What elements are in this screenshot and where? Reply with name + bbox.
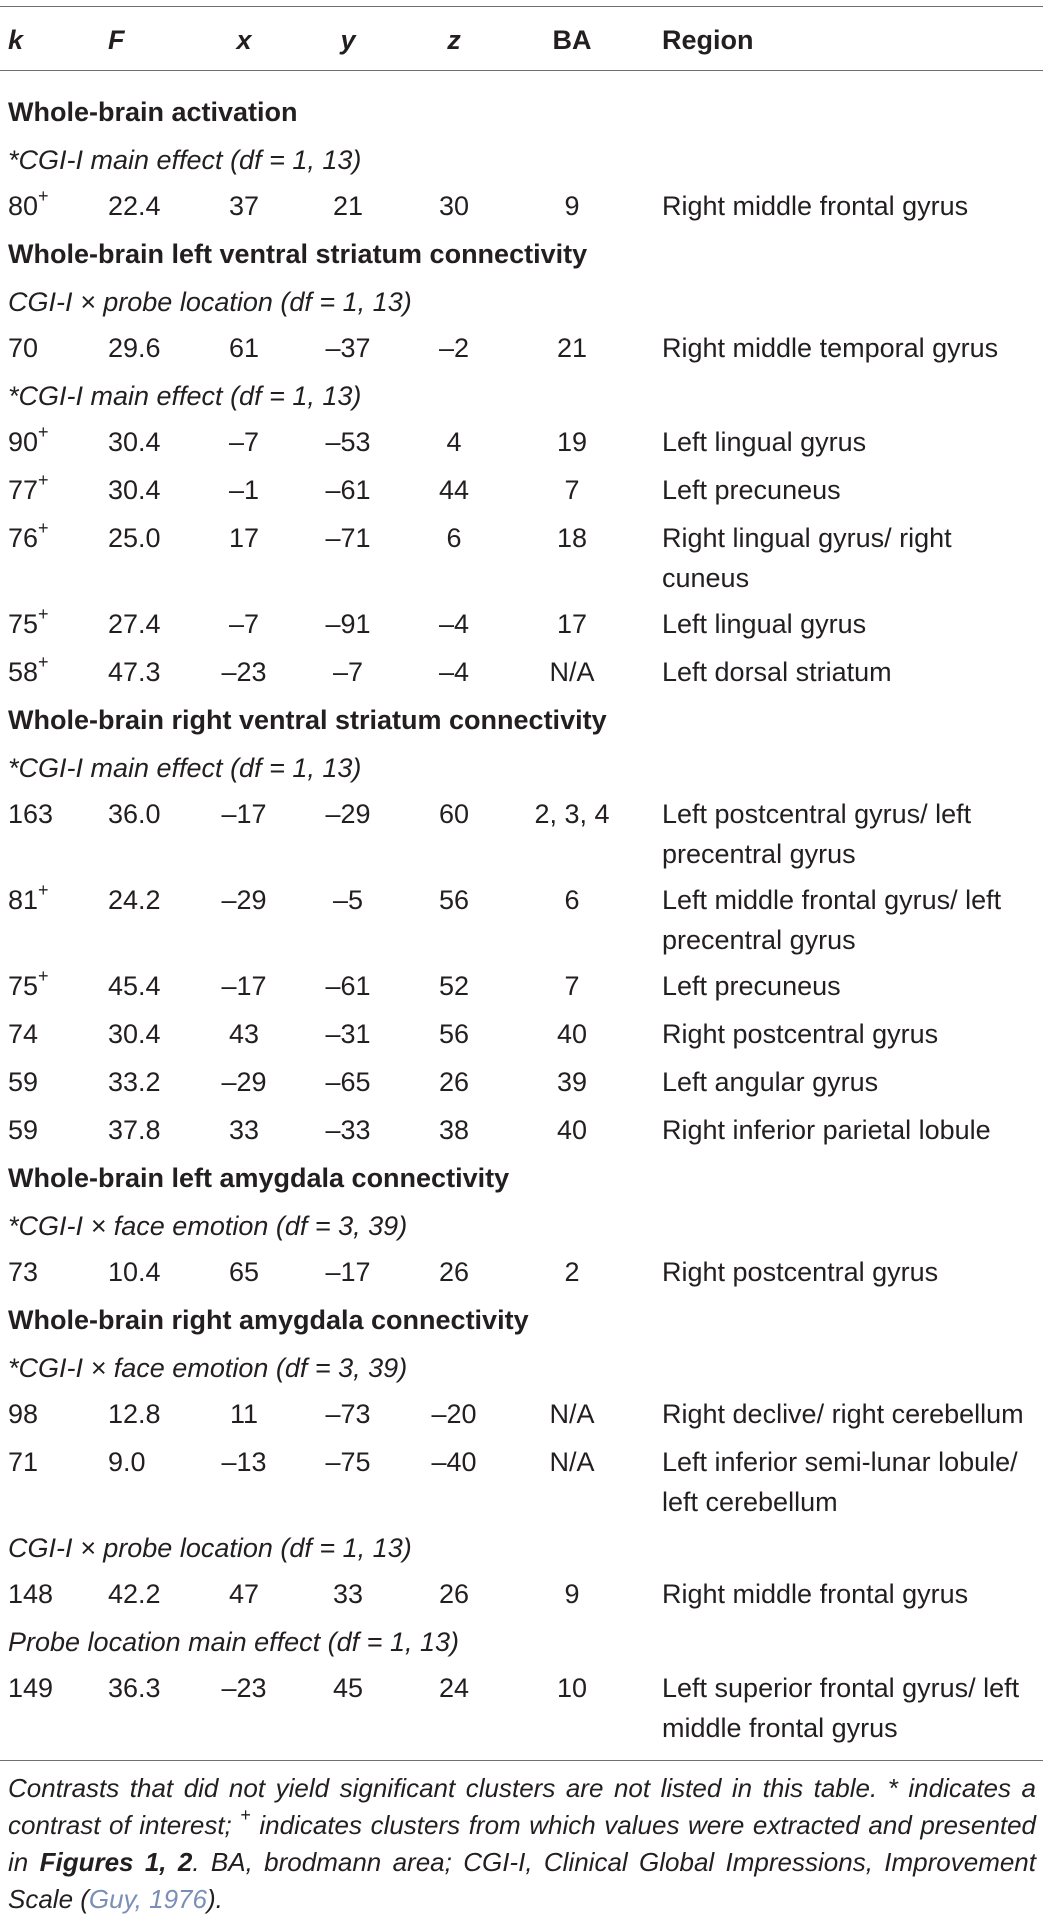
cell-z [408, 1110, 500, 1150]
cell-k-text: 148 [8, 1579, 54, 1609]
cell-ba-text: 40 [556, 1115, 588, 1145]
cell-k [8, 652, 49, 692]
header-f: F [108, 25, 125, 55]
cell-f-text: 30.4 [108, 427, 161, 457]
cell-y [302, 652, 394, 692]
cell-x-text: 65 [228, 1257, 260, 1287]
cell-k [8, 518, 49, 558]
cell-k-text: 81 [8, 885, 39, 915]
cell-z-text: 24 [438, 1673, 470, 1703]
cell-x-text: –23 [221, 657, 267, 687]
cell-z [408, 328, 500, 368]
cell-f-text: 24.2 [108, 885, 161, 915]
cell-f-text: 9.0 [108, 1447, 146, 1477]
cell-x-text: –29 [221, 1067, 267, 1097]
top-rule [0, 6, 1043, 7]
section-heading: Whole-brain left ventral striatum connectivity [8, 239, 588, 269]
cell-x [198, 966, 290, 1006]
cell-z-text: –40 [431, 1447, 477, 1477]
cell-k-text: 75 [8, 609, 39, 639]
cell-z [408, 186, 500, 226]
cell-x-text: 17 [228, 523, 260, 553]
extracted-cluster-marker: + [38, 422, 49, 442]
cell-region-text: Left superior frontal gyrus/ left middle frontal gyrus [662, 1673, 1020, 1743]
cell-region [662, 422, 1037, 462]
cell-f [108, 470, 161, 510]
citation-link[interactable]: Guy, 1976 [88, 1884, 207, 1914]
cell-k-text: 90 [8, 427, 39, 457]
cell-k [8, 880, 49, 920]
cell-x-text: 47 [228, 1579, 260, 1609]
cell-k-text: 77 [8, 475, 39, 505]
contrast-label: *CGI-I × face emotion (df = 3, 39) [8, 1353, 408, 1383]
cell-f-text: 10.4 [108, 1257, 161, 1287]
cell-ba [522, 1442, 622, 1482]
cell-x-text: –17 [221, 799, 267, 829]
cell-k [8, 604, 49, 644]
cell-y-text: –91 [325, 609, 371, 639]
cell-f [108, 186, 161, 226]
cell-k-text: 163 [8, 799, 54, 829]
cell-x [198, 1110, 290, 1150]
cell-k-text: 71 [8, 1447, 39, 1477]
cell-y-text: –5 [332, 885, 364, 915]
cell-k [8, 1110, 38, 1150]
cell-y [302, 794, 394, 834]
cell-ba-text: 18 [556, 523, 588, 553]
cell-z [408, 1574, 500, 1614]
cell-ba-text: 9 [564, 1579, 580, 1609]
cell-x-text: 61 [228, 333, 260, 363]
cell-k-text: 59 [8, 1115, 39, 1145]
cell-f [108, 328, 161, 368]
extracted-cluster-marker: + [38, 186, 49, 206]
cell-x [198, 518, 290, 558]
cell-region [662, 652, 1037, 692]
contrast-label: *CGI-I main effect (df = 1, 13) [8, 145, 362, 175]
cell-ba [522, 1014, 622, 1054]
cell-region-text: Left precuneus [662, 475, 841, 505]
cell-ba [522, 422, 622, 462]
extracted-cluster-marker: + [38, 880, 49, 900]
cell-f [108, 422, 161, 462]
cell-x-text: 37 [228, 191, 260, 221]
cell-region-text: Right postcentral gyrus [662, 1257, 939, 1287]
cell-z-text: 26 [438, 1579, 470, 1609]
cell-region-text: Right middle temporal gyrus [662, 333, 999, 363]
cell-z [408, 652, 500, 692]
cell-ba [522, 186, 622, 226]
cell-f [108, 966, 161, 1006]
cell-z-text: –4 [438, 609, 470, 639]
cell-y [302, 966, 394, 1006]
cell-f [108, 1252, 161, 1292]
cell-y-text: –17 [325, 1257, 371, 1287]
cell-z [408, 1668, 500, 1708]
extracted-cluster-marker: + [38, 966, 49, 986]
cell-ba-text: 2, 3, 4 [534, 799, 610, 829]
cell-f [108, 652, 161, 692]
cell-k-text: 149 [8, 1673, 54, 1703]
cell-f [108, 880, 161, 920]
cell-z-text: 38 [438, 1115, 470, 1145]
cell-region-text: Left precuneus [662, 971, 841, 1001]
cell-region [662, 1394, 1037, 1434]
cell-ba-text: N/A [549, 1399, 595, 1429]
cell-y-text: 21 [332, 191, 364, 221]
cell-f-text: 22.4 [108, 191, 161, 221]
cell-k [8, 1574, 53, 1614]
cell-y [302, 880, 394, 920]
cell-ba-text: 9 [564, 191, 580, 221]
cell-z-text: 60 [438, 799, 470, 829]
cell-region [662, 1668, 1037, 1748]
cell-y [302, 1442, 394, 1482]
cell-y-text: –71 [325, 523, 371, 553]
cell-f-text: 25.0 [108, 523, 161, 553]
cell-x [198, 328, 290, 368]
cell-y [302, 1252, 394, 1292]
cell-ba [522, 1062, 622, 1102]
cell-z-text: 30 [438, 191, 470, 221]
cell-region [662, 794, 1037, 874]
cell-z [408, 1014, 500, 1054]
cell-region [662, 470, 1037, 510]
cell-region [662, 328, 1037, 368]
cell-f-text: 42.2 [108, 1579, 161, 1609]
extracted-cluster-marker: + [38, 652, 49, 672]
cell-region [662, 518, 1037, 598]
cell-k-text: 76 [8, 523, 39, 553]
cell-region-text: Right middle frontal gyrus [662, 1579, 969, 1609]
cell-k [8, 794, 53, 834]
cell-ba [522, 1574, 622, 1614]
cell-ba [522, 604, 622, 644]
extracted-cluster-marker: + [38, 470, 49, 490]
cell-k [8, 328, 38, 368]
cell-k-text: 80 [8, 191, 39, 221]
cell-k-text: 73 [8, 1257, 39, 1287]
cell-x [198, 1394, 290, 1434]
cell-x [198, 880, 290, 920]
cell-k-text: 58 [8, 657, 39, 687]
cell-y-text: –73 [325, 1399, 371, 1429]
cell-y [302, 1668, 394, 1708]
cell-y [302, 1394, 394, 1434]
cell-f [108, 1394, 161, 1434]
section-heading: Whole-brain activation [8, 97, 298, 127]
section-heading: Whole-brain right ventral striatum connectivity [8, 705, 607, 735]
cell-region [662, 1574, 1037, 1614]
cell-region [662, 186, 1037, 226]
cell-k-text: 98 [8, 1399, 39, 1429]
section-heading: Whole-brain right amygdala connectivity [8, 1305, 529, 1335]
cell-z-text: 44 [438, 475, 470, 505]
cell-z-text: –20 [431, 1399, 477, 1429]
cell-y-text: 33 [332, 1579, 364, 1609]
cell-y [302, 604, 394, 644]
cell-k-text: 59 [8, 1067, 39, 1097]
cell-region-text: Right middle frontal gyrus [662, 191, 969, 221]
cell-f-text: 37.8 [108, 1115, 161, 1145]
cell-x [198, 470, 290, 510]
cell-ba-text: 40 [556, 1019, 588, 1049]
cell-y-text: –61 [325, 971, 371, 1001]
footnote-text-4: ). [206, 1884, 223, 1914]
cell-f [108, 518, 161, 558]
header-x: x [236, 25, 252, 55]
cell-ba-text: 2 [564, 1257, 580, 1287]
cell-z [408, 880, 500, 920]
cell-f [108, 794, 161, 834]
cell-k [8, 1062, 38, 1102]
cell-y-text: –7 [332, 657, 364, 687]
cell-region-text: Left lingual gyrus [662, 427, 867, 457]
cell-x [198, 422, 290, 462]
cell-k-text: 70 [8, 333, 39, 363]
cell-z [408, 1442, 500, 1482]
cell-x [198, 604, 290, 644]
cell-region-text: Left inferior semi-lunar lobule/ left cerebellum [662, 1447, 1018, 1517]
figures-link[interactable]: Figures 1, 2 [39, 1847, 193, 1877]
cell-z-text: 52 [438, 971, 470, 1001]
cell-f [108, 1110, 161, 1150]
cell-f-text: 30.4 [108, 475, 161, 505]
cell-ba-text: 39 [556, 1067, 588, 1097]
header-region: Region [662, 25, 754, 55]
cell-x [198, 1574, 290, 1614]
cell-region [662, 1252, 1037, 1292]
cell-f-text: 30.4 [108, 1019, 161, 1049]
bottom-rule [0, 1760, 1043, 1761]
cell-z-text: –2 [438, 333, 470, 363]
cell-f-text: 33.2 [108, 1067, 161, 1097]
cell-z [408, 1252, 500, 1292]
contrast-label: CGI-I × probe location (df = 1, 13) [8, 287, 412, 317]
cell-x-text: –7 [228, 427, 260, 457]
table-footnote [8, 1770, 1036, 1918]
cell-y [302, 518, 394, 558]
cell-ba [522, 652, 622, 692]
cell-k [8, 1252, 38, 1292]
cell-region-text: Right postcentral gyrus [662, 1019, 939, 1049]
cell-z [408, 1394, 500, 1434]
cell-x-text: –23 [221, 1673, 267, 1703]
cell-ba-text: 6 [564, 885, 580, 915]
cell-z-text: 56 [438, 885, 470, 915]
cell-y-text: 45 [332, 1673, 364, 1703]
cell-x [198, 1668, 290, 1708]
cell-ba [522, 518, 622, 558]
cell-ba-text: N/A [549, 657, 595, 687]
cell-x [198, 1062, 290, 1102]
cell-y-text: –53 [325, 427, 371, 457]
cell-k [8, 470, 49, 510]
cell-z-text: 26 [438, 1067, 470, 1097]
cell-z-text: 4 [446, 427, 462, 457]
cell-f [108, 1574, 161, 1614]
cell-x-text: 11 [229, 1399, 259, 1429]
cell-region-text: Left postcentral gyrus/ left precentral gyrus [662, 799, 972, 869]
cell-region [662, 1014, 1037, 1054]
cell-ba-text: 7 [564, 475, 580, 505]
cell-x-text: 33 [228, 1115, 260, 1145]
cell-ba [522, 1252, 622, 1292]
contrast-label: CGI-I × probe location (df = 1, 13) [8, 1533, 412, 1563]
header-z: z [447, 25, 461, 55]
cell-k [8, 1014, 38, 1054]
cell-x-text: 43 [228, 1019, 260, 1049]
extracted-cluster-marker: + [38, 604, 49, 624]
cell-k-text: 74 [8, 1019, 39, 1049]
contrast-label: *CGI-I main effect (df = 1, 13) [8, 753, 362, 783]
cell-ba [522, 1110, 622, 1150]
cell-z-text: 6 [446, 523, 462, 553]
cell-z [408, 470, 500, 510]
cell-f-text: 36.3 [108, 1673, 161, 1703]
cell-f [108, 1062, 161, 1102]
cell-z-text: 26 [438, 1257, 470, 1287]
cell-f [108, 1014, 161, 1054]
cell-ba [522, 966, 622, 1006]
cell-y-text: –37 [325, 333, 371, 363]
cell-z [408, 794, 500, 834]
cell-ba [522, 794, 622, 834]
cell-y-text: –29 [325, 799, 371, 829]
cell-ba [522, 328, 622, 368]
cell-x [198, 794, 290, 834]
footnote-text-1: Contrasts that did not yield significant clusters are not listed in this table. * indicates a contrast of interest; [8, 1773, 1036, 1840]
cell-ba [522, 1394, 622, 1434]
cell-f [108, 604, 161, 644]
contrast-label: *CGI-I × face emotion (df = 3, 39) [8, 1211, 408, 1241]
cell-ba-text: N/A [549, 1447, 595, 1477]
cell-y [302, 422, 394, 462]
cell-region-text: Left lingual gyrus [662, 609, 867, 639]
cell-x [198, 186, 290, 226]
cell-y-text: –33 [325, 1115, 371, 1145]
cell-f-text: 45.4 [108, 971, 161, 1001]
cell-region-text: Right inferior parietal lobule [662, 1115, 991, 1145]
cell-f [108, 1442, 146, 1482]
footnote-text-2: indicates clusters from which values were extracted and presented in [8, 1810, 1036, 1877]
cell-region-text: Left angular gyrus [662, 1067, 879, 1097]
cell-y [302, 470, 394, 510]
footnote-text-3: . BA, brodmann area; CGI-I, Clinical Global Impressions, Improvement Scale ( [8, 1847, 1036, 1914]
cell-x [198, 652, 290, 692]
cell-z-text: 56 [438, 1019, 470, 1049]
extracted-cluster-marker: + [38, 518, 49, 538]
cell-f-text: 47.3 [108, 657, 161, 687]
cell-region-text: Right declive/ right cerebellum [662, 1399, 1024, 1429]
cell-y [302, 328, 394, 368]
cell-x-text: –13 [221, 1447, 267, 1477]
cell-x [198, 1442, 290, 1482]
cell-region [662, 1062, 1037, 1102]
header-rule [0, 70, 1043, 71]
cell-y [302, 1110, 394, 1150]
contrast-label: Probe location main effect (df = 1, 13) [8, 1627, 459, 1657]
cell-k [8, 966, 49, 1006]
cell-ba-text: 19 [556, 427, 588, 457]
cell-x-text: –29 [221, 885, 267, 915]
cell-x-text: –7 [228, 609, 260, 639]
cell-region [662, 880, 1037, 960]
cell-k [8, 1668, 53, 1708]
cell-y-text: –75 [325, 1447, 371, 1477]
cell-k [8, 1394, 38, 1434]
cell-ba-text: 17 [556, 609, 588, 639]
plus-marker: + [240, 1805, 251, 1826]
cell-f-text: 27.4 [108, 609, 161, 639]
cell-y-text: –65 [325, 1067, 371, 1097]
header-ba: BA [552, 25, 592, 55]
cell-f-text: 12.8 [108, 1399, 161, 1429]
cell-region [662, 966, 1037, 1006]
cell-k [8, 186, 49, 226]
cell-x [198, 1014, 290, 1054]
cell-k [8, 1442, 38, 1482]
cell-region-text: Left dorsal striatum [662, 657, 892, 687]
cell-region [662, 604, 1037, 644]
cell-x-text: –17 [221, 971, 267, 1001]
cell-z [408, 518, 500, 558]
cell-region-text: Right lingual gyrus/ right cuneus [662, 523, 952, 593]
cell-region [662, 1110, 1037, 1150]
cell-y-text: –31 [325, 1019, 371, 1049]
cell-z [408, 1062, 500, 1102]
cell-k [8, 422, 49, 462]
cell-y-text: –61 [325, 475, 371, 505]
cell-k-text: 75 [8, 971, 39, 1001]
cell-x-text: –1 [228, 475, 260, 505]
cell-z-text: –4 [438, 657, 470, 687]
section-heading: Whole-brain left amygdala connectivity [8, 1163, 510, 1193]
cell-region [662, 1442, 1037, 1522]
cell-z [408, 422, 500, 462]
cell-f-text: 36.0 [108, 799, 161, 829]
cell-ba-text: 21 [556, 333, 588, 363]
cell-ba [522, 470, 622, 510]
header-k: k [8, 25, 24, 55]
cell-y [302, 186, 394, 226]
cell-f-text: 29.6 [108, 333, 161, 363]
cell-y [302, 1062, 394, 1102]
header-y: y [340, 25, 356, 55]
cell-y [302, 1014, 394, 1054]
cell-region-text: Left middle frontal gyrus/ left precentral gyrus [662, 885, 1002, 955]
cell-z [408, 966, 500, 1006]
cell-ba [522, 880, 622, 920]
cell-z [408, 604, 500, 644]
cell-ba-text: 10 [556, 1673, 588, 1703]
cell-f [108, 1668, 161, 1708]
contrast-label: *CGI-I main effect (df = 1, 13) [8, 381, 362, 411]
cell-ba [522, 1668, 622, 1708]
cell-ba-text: 7 [564, 971, 580, 1001]
cell-y [302, 1574, 394, 1614]
cell-x [198, 1252, 290, 1292]
